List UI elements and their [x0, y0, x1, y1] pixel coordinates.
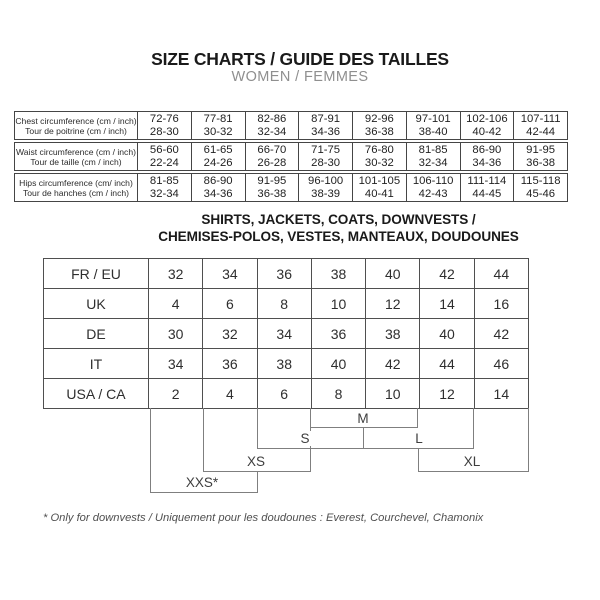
measurement-cell — [298, 143, 352, 170]
measurement-row-hips — [14, 173, 568, 202]
measurement-cell — [191, 112, 245, 139]
measurement-cell — [513, 174, 567, 201]
measurement-cell — [245, 143, 299, 170]
measurement-cell — [245, 112, 299, 139]
cm-range: 92-96 — [364, 112, 394, 125]
inch-range: 32-34 — [149, 187, 179, 200]
inch-range: 30-32 — [203, 125, 233, 138]
row-label-en: Chest circumference (cm / inch) — [15, 115, 137, 126]
measurement-cell — [191, 174, 245, 201]
inch-range: 28-30 — [149, 125, 179, 138]
size-cell: 36 — [257, 259, 311, 288]
size-cell: 12 — [365, 289, 419, 318]
row-label-fr: Tour de taille (cm / inch) — [30, 156, 122, 167]
measurement-cell — [191, 143, 245, 170]
inch-range: 40-41 — [364, 187, 394, 200]
size-cell: 34 — [202, 259, 256, 288]
size-row-label: UK — [86, 295, 106, 312]
cm-range: 106-110 — [412, 174, 454, 187]
measurement-cell — [138, 174, 191, 201]
measurement-row-waist — [14, 142, 568, 171]
inch-range: 32-34 — [418, 156, 448, 169]
inch-range: 28-30 — [311, 156, 341, 169]
size-cell: 8 — [257, 289, 311, 318]
measurement-cell — [406, 143, 460, 170]
size-row-fr-eu — [44, 259, 528, 288]
row-label-fr: Tour de hanches (cm / inch) — [22, 187, 130, 198]
inch-range: 38-39 — [311, 187, 341, 200]
bracket-tick — [418, 448, 419, 472]
inch-range: 22-24 — [149, 156, 179, 169]
sizes-table — [43, 258, 529, 409]
size-cell: 12 — [419, 379, 473, 408]
cm-range: 102-106 — [466, 112, 508, 125]
cm-range: 81-85 — [149, 174, 179, 187]
size-cell: 44 — [419, 349, 473, 378]
size-cell: 4 — [148, 289, 202, 318]
cm-range: 96-100 — [308, 174, 344, 187]
cm-range: 97-101 — [415, 112, 451, 125]
cm-range: 91-95 — [526, 143, 556, 156]
measurement-cell — [406, 112, 460, 139]
size-bracket-label-xs: XS — [244, 454, 268, 469]
cm-range: 71-75 — [311, 143, 341, 156]
section-title — [148, 212, 529, 245]
cm-range: 82-86 — [257, 112, 287, 125]
inch-range: 36-38 — [257, 187, 287, 200]
size-cell: 40 — [311, 349, 365, 378]
measurement-row-chest — [14, 111, 568, 140]
size-row-usa-ca — [44, 378, 528, 408]
size-cell: 6 — [257, 379, 311, 408]
bracket-tick — [473, 408, 474, 449]
size-cell: 2 — [148, 379, 202, 408]
inch-range: 36-38 — [526, 156, 556, 169]
size-cell: 42 — [419, 259, 473, 288]
row-label-waist — [15, 143, 138, 170]
measurement-cell — [460, 174, 514, 201]
cm-range: 77-81 — [203, 112, 233, 125]
size-cell: 38 — [257, 349, 311, 378]
size-row-label: USA / CA — [66, 385, 126, 402]
inch-range: 42-44 — [526, 125, 556, 138]
size-bracket-label-xxs: XXS* — [183, 475, 221, 490]
size-row-de — [44, 318, 528, 348]
size-cell: 8 — [311, 379, 365, 408]
size-cell: 44 — [474, 259, 528, 288]
page-title: SIZE CHARTS / GUIDE DES TAILLES — [151, 49, 449, 69]
cm-range: 66-70 — [257, 143, 287, 156]
cm-range: 72-76 — [149, 112, 179, 125]
page-subtitle: WOMEN / FEMMES — [231, 69, 369, 85]
measurements-table — [14, 111, 568, 204]
inch-range: 26-28 — [257, 156, 287, 169]
bracket-line-xl — [418, 471, 529, 472]
inch-range: 30-32 — [364, 156, 394, 169]
size-row-label: IT — [89, 355, 103, 372]
size-cell: 40 — [419, 319, 473, 348]
footnote: * Only for downvests / Uniquement pour les doudounes : Everest, Courchevel, Chamonix — [43, 512, 484, 524]
cm-range: 81-85 — [418, 143, 448, 156]
inch-range: 40-42 — [472, 125, 502, 138]
size-cell: 14 — [419, 289, 473, 318]
cm-range: 76-80 — [364, 143, 394, 156]
size-cell: 10 — [311, 289, 365, 318]
size-cell: 38 — [365, 319, 419, 348]
inch-range: 42-43 — [418, 187, 448, 200]
bracket-tick — [150, 408, 151, 493]
row-label-en: Hips circumference (cm/ inch) — [19, 177, 133, 188]
size-cell: 10 — [365, 379, 419, 408]
size-bracket-label-m: M — [354, 411, 371, 426]
inch-range: 34-36 — [203, 187, 233, 200]
size-cell: 6 — [202, 289, 256, 318]
size-row-label: FR / EU — [71, 265, 121, 282]
measurement-cell — [245, 174, 299, 201]
measurement-cell — [460, 112, 514, 139]
size-cell: 34 — [257, 319, 311, 348]
inch-range: 38-40 — [418, 125, 448, 138]
size-row-uk — [44, 288, 528, 318]
size-cell: 40 — [365, 259, 419, 288]
bracket-tick — [417, 408, 418, 428]
bracket-line-xxs — [150, 492, 258, 493]
size-bracket-label-xl: XL — [461, 454, 484, 469]
cm-range: 86-90 — [472, 143, 502, 156]
measurement-cell — [298, 112, 352, 139]
section-title-line2: CHEMISES-POLOS, VESTES, MANTEAUX, DOUDOUNES — [158, 228, 519, 244]
size-row-label: DE — [86, 325, 106, 342]
size-cell: 42 — [474, 319, 528, 348]
row-label-chest — [15, 112, 138, 139]
cm-range: 101-105 — [358, 174, 401, 187]
bracket-tick — [203, 408, 204, 472]
size-cell: 34 — [148, 349, 202, 378]
cm-range: 56-60 — [149, 143, 179, 156]
size-cell: 38 — [311, 259, 365, 288]
cm-range: 87-91 — [311, 112, 341, 125]
cm-range: 86-90 — [203, 174, 233, 187]
section-title-line1: SHIRTS, JACKETS, COATS, DOWNVESTS / — [201, 212, 476, 227]
inch-range: 34-36 — [311, 125, 341, 138]
measurement-cell — [352, 112, 406, 139]
measurement-cell — [352, 143, 406, 170]
measurement-cell — [298, 174, 352, 201]
measurement-cell — [352, 174, 406, 201]
size-row-it — [44, 348, 528, 378]
inch-range: 32-34 — [257, 125, 287, 138]
size-cell: 30 — [148, 319, 202, 348]
size-bracket-label-s: S — [297, 431, 312, 446]
size-cell: 42 — [365, 349, 419, 378]
cm-range: 91-95 — [257, 174, 287, 187]
bracket-tick — [363, 427, 364, 449]
row-label-fr: Tour de poitrine (cm / inch) — [25, 125, 127, 136]
measurement-cell — [460, 143, 514, 170]
bracket-tick — [257, 471, 258, 493]
size-cell: 46 — [474, 349, 528, 378]
cm-range: 107-111 — [520, 112, 561, 125]
measurement-cell — [138, 143, 191, 170]
measurement-cell — [513, 143, 567, 170]
size-cell: 32 — [202, 319, 256, 348]
measurement-cell — [138, 112, 191, 139]
cm-range: 61-65 — [203, 143, 233, 156]
inch-range: 24-26 — [203, 156, 233, 169]
size-cell: 16 — [474, 289, 528, 318]
size-bracket-label-l: L — [412, 431, 426, 446]
size-cell: 14 — [474, 379, 528, 408]
bracket-tick — [257, 408, 258, 449]
size-cell: 36 — [311, 319, 365, 348]
bracket-tick — [528, 408, 529, 472]
size-cell: 4 — [202, 379, 256, 408]
cm-range: 115-118 — [520, 174, 561, 187]
measurement-cell — [406, 174, 460, 201]
cm-range: 111-114 — [467, 174, 507, 187]
inch-range: 34-36 — [472, 156, 502, 169]
row-label-en: Waist circumference (cm / inch) — [15, 146, 136, 157]
measurement-cell — [513, 112, 567, 139]
row-label-hips — [15, 174, 138, 201]
size-cell: 36 — [202, 349, 256, 378]
bracket-line-m — [310, 427, 418, 428]
inch-range: 45-46 — [526, 187, 556, 200]
inch-range: 44-45 — [472, 187, 502, 200]
bracket-line-s-l — [257, 448, 474, 449]
inch-range: 36-38 — [364, 125, 394, 138]
size-cell: 32 — [148, 259, 202, 288]
